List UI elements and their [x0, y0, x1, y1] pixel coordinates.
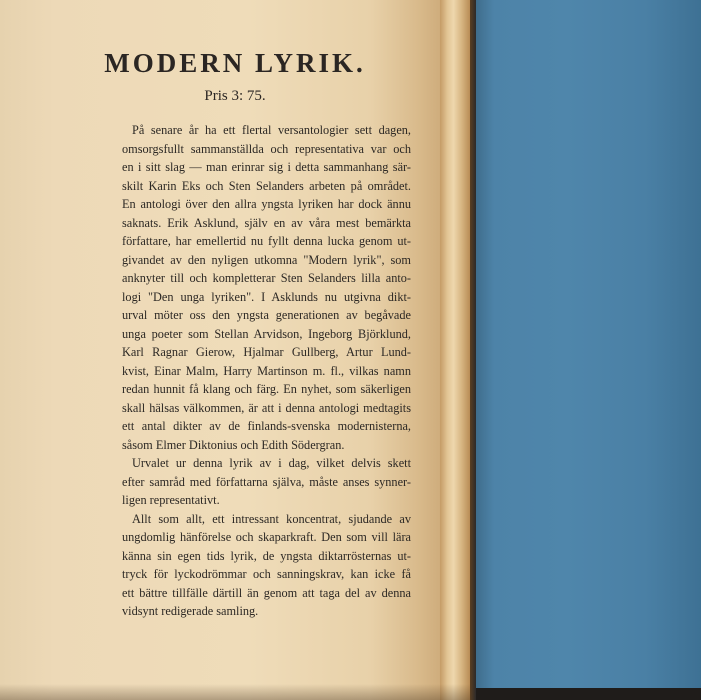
text-line: Karl Ragnar Gierow, Hjalmar Gullberg, Artur Lund-	[122, 345, 411, 360]
text-line: författare, har emellertid nu fyllt denna lucka genom ut-	[122, 234, 411, 249]
text-line: skilt Karin Eks och Sten Selanders arbeten på området.	[122, 178, 411, 193]
text-line: logi "Den unga lyriken". I Asklunds nu utgivna dikt-	[122, 289, 411, 304]
price-line: Pris 3: 75.	[204, 88, 266, 104]
text-line: givandet av den nyligen utkomna "Modern lyrik", som	[122, 252, 411, 267]
text-line: saknats. Erik Asklund, själv en av våra mest bemärkta	[122, 215, 411, 230]
text-line: Urvalet ur denna lyrik av i dag, vilket delvis skett	[132, 456, 411, 471]
text-line: tryck för lyckodrömmar och sanningskrav, kan icke få	[122, 567, 411, 582]
text-line: såsom Elmer Diktonius och Edith Södergran.	[122, 437, 345, 452]
text-line: ett antal dikter av de finlands-svenska modernisterna,	[122, 419, 411, 434]
text-line: efter samråd med författarna själva, måste anses synner-	[122, 474, 411, 489]
text-line: skall hälsas välkommen, är att i denna antologi medtagits	[122, 400, 411, 415]
text-line: En antologi över den allra yngsta lyriken har dock ännu	[122, 197, 411, 212]
text-line: På senare år ha ett flertal versantologier sett dagen,	[132, 123, 411, 137]
text-line: en i sitt slag — man erinrar sig i detta sammanhang sär-	[122, 160, 411, 175]
cover-bottom-edge	[476, 688, 701, 700]
page-bottom-shadow	[0, 684, 470, 700]
text-line: vidsynt redigerade samling.	[122, 604, 259, 619]
text-line: anknyter till och kompletterar Sten Selanders lilla anto-	[122, 271, 411, 286]
text-line: redan hunnit få klang och färg. En nyhet, som säkerligen	[122, 382, 411, 397]
blue-cover	[476, 0, 701, 688]
page-title: MODERN LYRIK.	[104, 48, 366, 78]
text-line: unga poeter som Stellan Arvidson, Ingeborg Björklund,	[122, 326, 411, 341]
book-spine	[440, 0, 470, 700]
text-line: ett bättre tillfälle därtill än genom att taga del av denna	[122, 585, 411, 600]
text-line: ligen representativt.	[122, 493, 220, 508]
text-line: omsorgsfullt sammanställda och representativa var och	[122, 141, 411, 156]
text-line: Allt som allt, ett intressant koncentrat, sjudande av	[132, 511, 411, 526]
body-text	[122, 121, 411, 621]
text-line: ungdomlig hänförelse och skaparkraft. Den som vill lära	[122, 530, 411, 545]
text-line: känna sin egen tids lyrik, de yngsta diktarrösternas ut-	[122, 548, 411, 563]
text-line: kvist, Einar Malm, Harry Martinson m. fl., vilkas namn	[122, 363, 411, 378]
text-line: urval möter oss den yngsta generationen av begåvade	[122, 308, 411, 323]
